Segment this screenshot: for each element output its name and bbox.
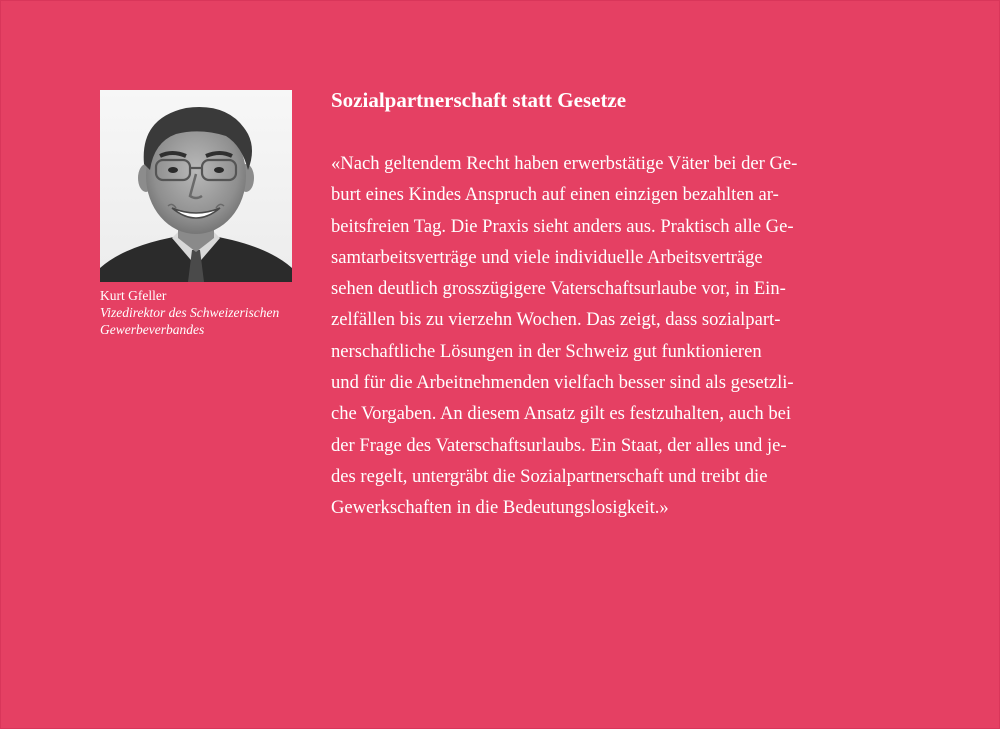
portrait-illustration (100, 90, 292, 282)
quote-line: und für die Arbeitnehmenden vielfach besser sind als gesetzli- (331, 372, 794, 394)
portrait-photo (100, 90, 292, 282)
person-role-line-2: Gewerbeverbandes (100, 322, 205, 337)
quote-line: burt eines Kindes Anspruch auf einen einzigen bezahlten ar- (331, 184, 779, 206)
quote-line: che Vorgaben. An diesem Ansatz gilt es festzuhalten, auch bei (331, 403, 792, 425)
quote-line: sehen deutlich grosszügigere Vaterschaftsurlaube vor, in Ein- (331, 278, 786, 300)
quote-line: des regelt, untergräbt die Sozialpartnerschaft und treibt die (331, 465, 768, 487)
quote-line: nerschaftliche Lösungen in der Schweiz gut funktionieren (331, 340, 762, 362)
quote-text (331, 148, 931, 524)
quote-line: beitsfreien Tag. Die Praxis sieht anders aus. Praktisch alle Ge- (331, 215, 794, 237)
portrait-caption (100, 287, 330, 338)
quote-line: der Frage des Vaterschaftsurlaubs. Ein Staat, der alles und je- (331, 434, 787, 456)
quote-line: zelfällen bis zu vierzehn Wochen. Das zeigt, dass sozialpart- (331, 309, 781, 331)
person-role-line-1: Vizedirektor des Schweizerischen (100, 305, 280, 320)
quote-line: samtarbeitsverträge und viele individuelle Arbeitsverträge (331, 246, 763, 268)
person-name: Kurt Gfeller (100, 288, 167, 303)
quote-line: Gewerkschaften in die Bedeutungslosigkeit.» (331, 497, 669, 519)
headline: Sozialpartnerschaft statt Gesetze (331, 88, 627, 112)
quote-line: «Nach geltendem Recht haben erwerbstätige Väter bei der Ge- (331, 153, 798, 174)
